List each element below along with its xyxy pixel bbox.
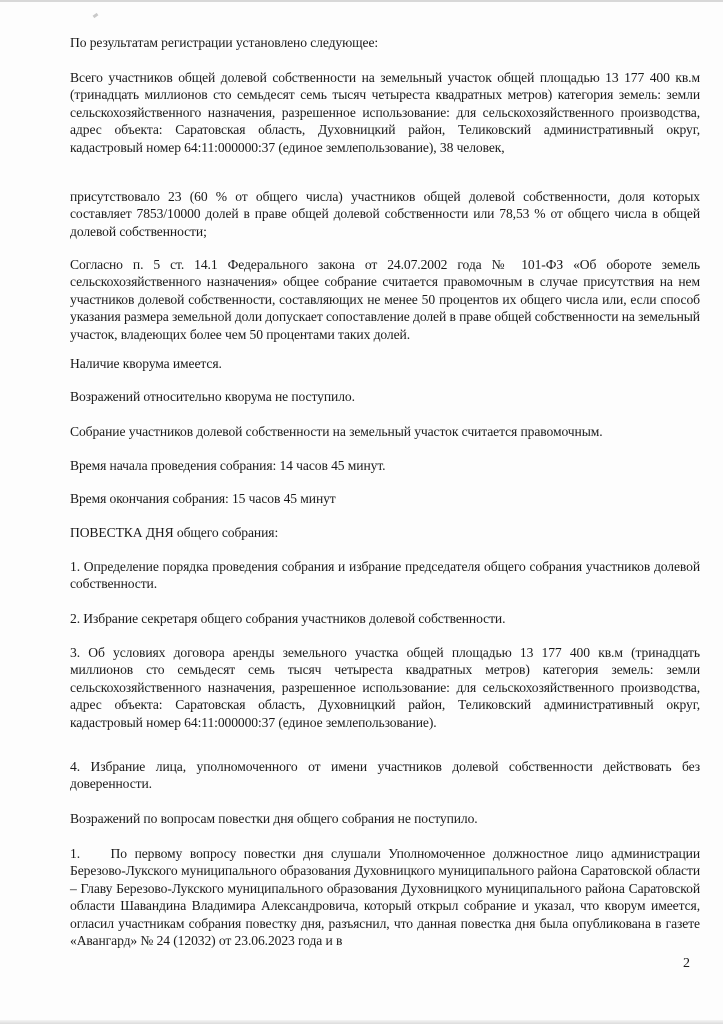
quorum-objections: Возражений относительно кворума не поступило. — [70, 389, 355, 404]
scan-edge-top — [0, 0, 723, 2]
agenda-objections: Возражений по вопросам повестки дня общего собрания не поступило. — [70, 811, 478, 826]
agenda-item-2: 2. Избрание секретаря общего собрания участников долевой собственности. — [70, 611, 506, 626]
agenda-item-4: 4. Избрание лица, уполномоченного от имени участников долевой собственности действовать без доверенности. — [70, 759, 700, 792]
scan-speck — [93, 13, 99, 18]
registration-results-intro: По результатам регистрации установлено следующее: — [70, 35, 379, 50]
quorum-statement: Наличие кворума имеется. — [70, 356, 222, 371]
agenda-item-1: 1. Определение порядка проведения собрания и избрание председателя общего собрания участников долевой собственности. — [70, 559, 700, 592]
agenda-item-3: 3. Об условиях договора аренды земельного участка общей площадью 13 177 400 кв.м (тринадцать миллионов сто семьдесят семь тысяч четыреста квадратных метров) категория земель: земли сельскохозяйственного назначения, разрешенное использование: для сельскохозяйственного производства, адрес объекта: Саратовская область, Духовницкий район, Теликовский административный округ, кадастровый номер 64:11:000000:37 (единое землепользование). — [70, 645, 700, 730]
participants-present-paragraph: присутствовало 23 (60 % от общего числа) участников общей долевой собственности, доля которых составляет 7853/10000 долей в праве общей долевой собственности или 78,53 % от общего числа в общей долевой собственности; — [70, 189, 700, 239]
meeting-end-time: Время окончания собрания: 15 часов 45 минут — [70, 491, 336, 506]
page-number: 2 — [683, 956, 690, 971]
meeting-valid-statement: Собрание участников долевой собственности на земельный участок считается правомочным. — [70, 424, 603, 439]
agenda-heading: ПОВЕСТКА ДНЯ общего собрания: — [70, 525, 279, 540]
meeting-start-time: Время начала проведения собрания: 14 часов 45 минут. — [70, 458, 386, 473]
participants-total-paragraph: Всего участников общей долевой собственности на земельный участок общей площадью 13 177 400 кв.м (тринадцать миллионов сто семьдесят семь тысяч четыреста квадратных метров) категория земель: земли сельскохозяйственного назначения, разрешенное использование: для сельскохозяйственного производства, адрес объекта: Саратовская область, Духовницкий район, Теликовский административный округ, кадастровый номер 64:11:000000:37 (единое землепользование), 38 человек, — [70, 70, 700, 155]
first-question-paragraph: 1. По первому вопросу повестки дня слушали Уполномоченное должностное лицо администрации Березово-Лукского муниципального образования Духовницкого муниципального района Саратовской области – Главу Березово-Лукского муниципального образования Духовницкого муниципального района Саратовской области Шавандина Владимира Александровича, который открыл собрание и указал, что кворум имеется, огласил участникам собрания повестку дня, разъяснил, что данная повестка дня была опубликована в газете «Авангард» № 24 (12032) от 23.06.2023 года и в — [70, 846, 704, 949]
law-reference-paragraph: Согласно п. 5 ст. 14.1 Федерального закона от 24.07.2002 года № 101-ФЗ «Об обороте земель сельскохозяйственного назначения» общее собрание считается правомочным в случае присутствия на нем участников долевой собственности, составляющих не менее 50 процентов их общего числа или, если способ указания размера земельной доли допускает сопоставление долей в праве общей собственности на земельный участок, владеющих более чем 50 процентами таких долей. — [70, 257, 700, 342]
scan-edge-bottom — [0, 1020, 723, 1024]
